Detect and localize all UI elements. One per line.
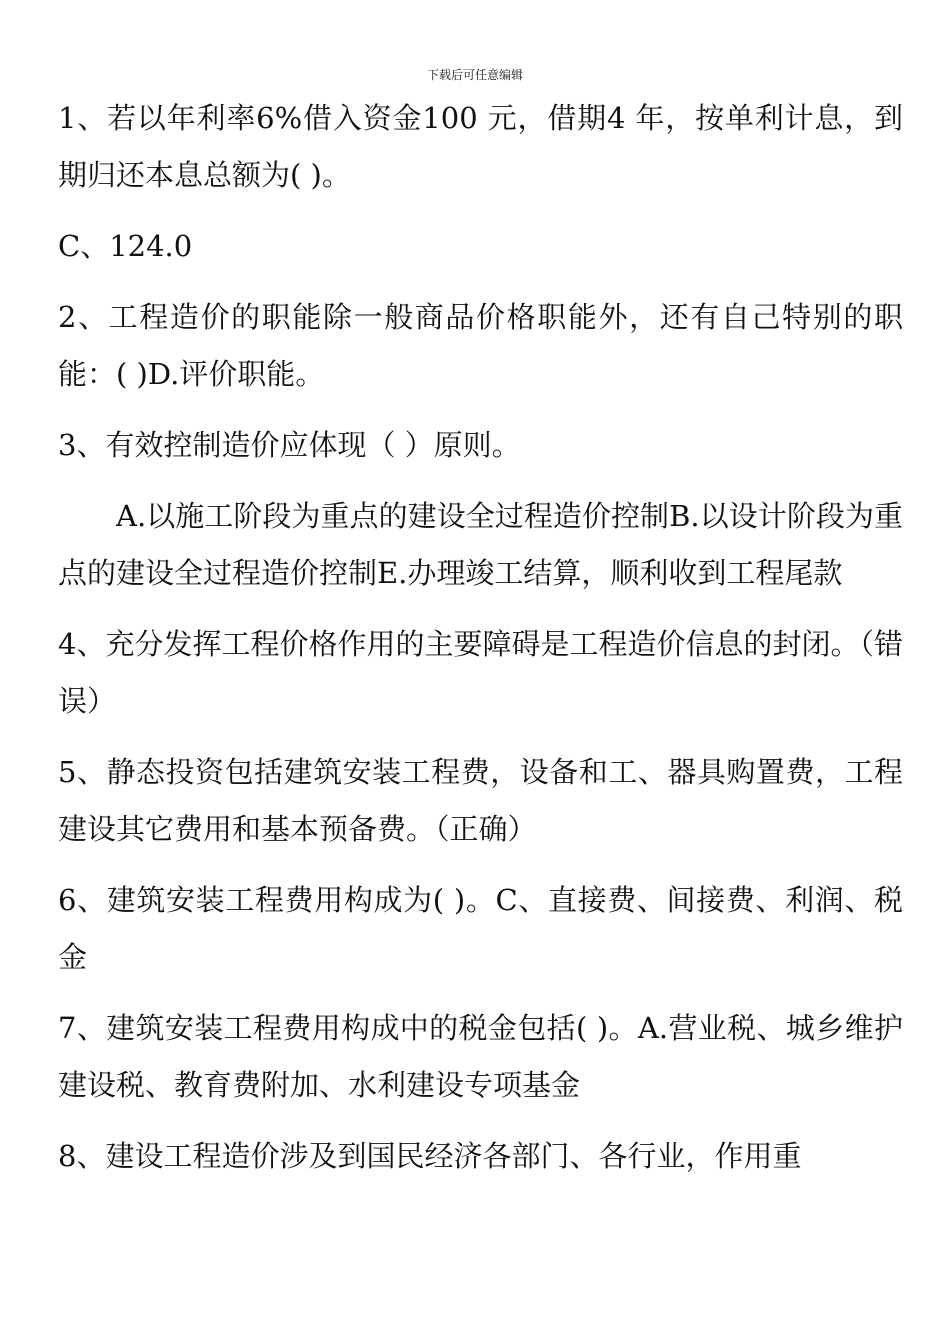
question-3: 3、有效控制造价应体现（ ）原则。 [58,428,521,462]
question-6: 6、建筑安装工程费用构成为( )。C、直接费、间接费、利润、税金 [58,883,903,974]
answer-3: A.以施工阶段为重点的建设全过程造价控制B.以设计阶段为重点的建设全过程造价控制E.办理竣工结算，顺利收到工程尾款 [58,499,903,590]
question-4: 4、充分发挥工程价格作用的主要障碍是工程造价信息的封闭。（错误） [58,627,903,718]
page-header: 下载后可任意编辑 [426,68,523,82]
question-8: 8、建设工程造价涉及到国民经济各部门、各行业，作用重 [58,1139,802,1173]
answer-1: C、124.0 [58,229,193,263]
question-5: 5、静态投资包括建筑安装工程费，设备和工、器具购置费，工程建设其它费用和基本预备费。（正确） [58,755,903,846]
document-body [58,90,903,1199]
question-1: 1、若以年利率6%借入资金100 元，借期4 年，按单利计息，到期归还本息总额为( )。 [58,101,903,192]
question-2: 2、工程造价的职能除一般商品价格职能外，还有自己特别的职能：( )D.评价职能。 [58,300,903,391]
question-7: 7、建筑安装工程费用构成中的税金包括( )。A.营业税、城乡维护建设税、教育费附加、水利建设专项基金 [58,1011,903,1102]
